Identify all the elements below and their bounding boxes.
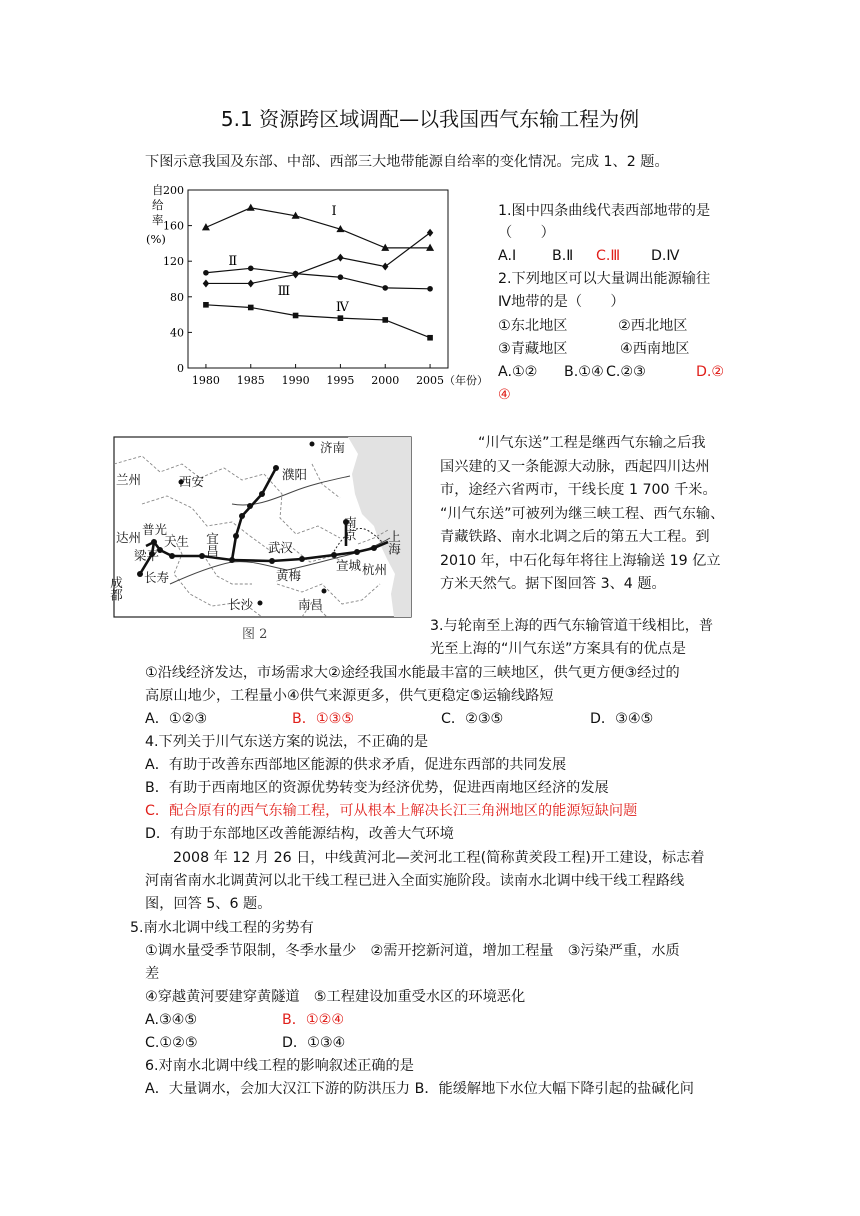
- q3-option-b-answer: B．①③⑤: [292, 711, 355, 727]
- q5-option-c: C.①②⑤: [145, 1035, 198, 1051]
- series-line-4: [206, 305, 430, 338]
- city-huangmei: 黄梅: [276, 568, 302, 583]
- q5-option-d: D．①③④: [282, 1035, 346, 1051]
- passage2-line: 方米天然气。据下图回答 3、4 题。: [440, 576, 666, 592]
- q6-stem: 6.对南水北调中线工程的影响叙述正确的是: [145, 1058, 414, 1074]
- point-marker: [203, 279, 209, 287]
- point-marker: [337, 254, 343, 262]
- q3-option-c: C．②③⑤: [441, 711, 504, 727]
- q2-choices-row2: [498, 338, 689, 362]
- q5-option-a: A.③④⑤: [145, 1012, 198, 1028]
- point-marker: [427, 335, 433, 341]
- q5-options-row1: [145, 1009, 344, 1033]
- passage2-line: 青藏铁路、南水北调之后的第五大工程。到: [440, 529, 710, 545]
- city-lanzhou: 兰州: [116, 472, 142, 487]
- point-marker: [382, 263, 388, 271]
- q6-options-line-1: A．大量调水，会加大汉江下游的防洪压力 B．能缓解地下水位大幅下降引起的盐碱化问: [145, 1081, 694, 1097]
- passage2-line: 2010 年，中石化每年将往上海输送 19 亿立: [440, 552, 721, 569]
- q2-option-d-answer: D.②: [696, 364, 725, 380]
- q5-statements-3: ④穿越黄河要建穿黄隧道 ⑤工程建设加重受水区的环境恶化: [145, 989, 526, 1005]
- series-label-1: Ⅰ: [331, 203, 337, 219]
- x-tick-label: 2005（年份）: [416, 374, 489, 387]
- city-xian: 西安: [179, 474, 205, 489]
- point-marker: [382, 317, 388, 323]
- energy-self-sufficiency-chart: [140, 178, 489, 396]
- q5-statements-2: 差: [145, 966, 160, 982]
- q1-paren: （ ）: [498, 225, 555, 241]
- city-nanjing: 南京: [342, 516, 358, 541]
- q3-statements-2: 高原山地少，工程量小④供气来源更多，供气更稳定⑤运输线路短: [145, 688, 554, 704]
- series-label-3: Ⅲ: [277, 284, 291, 300]
- q5-option-b-answer: B．①②④: [282, 1012, 345, 1028]
- y-tick-label: 200: [163, 184, 184, 197]
- x-tick-label: 1995: [326, 374, 355, 387]
- q2-choice-3: ③青藏地区: [498, 341, 568, 357]
- pipeline-route-map: [108, 434, 428, 644]
- q2-choice-1: ①东北地区: [498, 318, 568, 334]
- series-label-2: Ⅱ: [228, 253, 238, 269]
- point-marker: [248, 279, 254, 287]
- point-marker: [248, 266, 254, 272]
- point-marker: [247, 204, 255, 211]
- city-changsha: 长沙: [228, 597, 254, 612]
- point-marker: [427, 229, 433, 237]
- q4-option-a: A．有助于改善东西部地区能源的供求矛盾，促进东西部的共同发展: [145, 757, 567, 773]
- city-puyang: 濮阳: [282, 467, 308, 482]
- passage2-line: 国兴建的又一条能源大动脉，西起四川达州: [440, 458, 710, 475]
- point-marker: [338, 315, 344, 321]
- q1-option-b: B.Ⅱ: [552, 248, 574, 264]
- point-marker: [203, 302, 209, 308]
- q2-stem: 2.下列地区可以大量调出能源输往: [498, 271, 711, 287]
- q3-option-d: D．③④⑤: [590, 711, 654, 727]
- q2-choice-4: ④西南地区: [620, 341, 690, 357]
- q1-option-c-answer: C.Ⅲ: [596, 248, 621, 264]
- q1-option-d: D.Ⅳ: [651, 248, 680, 264]
- q3-stem: 3.与轮南至上海的西气东输管道干线相比，普: [430, 618, 714, 634]
- passage3-line-1: 2008 年 12 月 26 日，中线黄河北—羑河北工程(简称黄羑段工程)开工建设，标志着: [173, 850, 705, 866]
- map-caption: 图 2: [242, 627, 268, 642]
- y-axis-label: 自给率(%): [146, 183, 166, 246]
- point-marker: [292, 271, 298, 279]
- y-tick-label: 80: [170, 290, 184, 304]
- point-marker: [338, 274, 344, 280]
- q5-options-row2: [145, 1032, 345, 1056]
- city-dazhou: 达州: [116, 530, 142, 545]
- x-tick-label: 2000: [371, 374, 400, 387]
- q4-option-b: B．有助于西南地区的资源优势转变为经济优势，促进西南地区经济的发展: [145, 780, 609, 796]
- chart-plot-frame: [188, 190, 448, 368]
- point-marker: [293, 313, 299, 319]
- passage3-line-3: 图，回答 5、6 题。: [145, 896, 272, 912]
- q3-option-a: A．①②③: [145, 711, 208, 727]
- q2-options: [498, 361, 724, 385]
- city-jinan: 济南: [320, 440, 346, 455]
- city-tiansheng: 天生: [164, 534, 190, 549]
- q2-option-d-cont: ④: [498, 387, 511, 403]
- q2-stem-2: Ⅳ地带的是（ ）: [498, 294, 625, 310]
- city-wuhan: 武汉: [268, 540, 294, 555]
- q2-option-c: C.②③: [606, 364, 646, 380]
- q4-stem: 4.下列关于川气东送方案的说法，不正确的是: [145, 734, 429, 750]
- q1-options: [498, 245, 680, 269]
- q1-option-a: A.Ⅰ: [498, 248, 517, 264]
- q2-choice-2: ②西北地区: [618, 318, 688, 334]
- y-tick-label: 0: [177, 362, 184, 375]
- point-marker: [248, 305, 254, 311]
- q3-stem-2: 光至上海的“川气东送”方案具有的优点是: [430, 641, 686, 657]
- q5-statements-1: ①调水量受季节限制，冬季水量少 ②需开挖新河道，增加工程量 ③污染严重，水质: [145, 943, 680, 959]
- y-tick-label: 120: [163, 255, 184, 269]
- q4-option-d: D．有助于东部地区改善能源结构，改善大气环境: [145, 826, 454, 842]
- q3-statements-1: ①沿线经济发达，市场需求大②途经我国水能最丰富的三峡地区，供气更方便③经过的: [145, 665, 680, 681]
- chart-series: [202, 204, 434, 341]
- x-tick-label: 1980: [191, 374, 220, 387]
- point-marker: [427, 286, 433, 292]
- city-shanghai: 上海: [386, 530, 402, 555]
- city-hangzhou: 杭州: [362, 562, 388, 577]
- q2-option-a: A.①②: [498, 364, 538, 380]
- city-liangping: 梁平: [134, 548, 160, 563]
- city-chengdu: 成都: [108, 576, 124, 601]
- city-yichang: 宜昌: [204, 532, 220, 557]
- city-xuancheng: 宣城: [336, 558, 362, 573]
- series-label-4: Ⅳ: [335, 300, 349, 316]
- passage2-line: “川气东送”工程是继西气东输之后我: [478, 435, 706, 451]
- series-line-1: [206, 208, 430, 248]
- point-marker: [203, 270, 209, 276]
- city-puguang: 普光: [142, 522, 168, 537]
- q2-choices-row1: [498, 315, 687, 339]
- q1-stem: 1.图中四条曲线代表西部地带的是: [498, 203, 711, 219]
- y-tick-label: 160: [163, 219, 184, 233]
- point-marker: [382, 285, 388, 291]
- intro-text: 下图示意我国及东部、中部、西部三大地带能源自给率的变化情况。完成 1、2 题。: [145, 154, 669, 170]
- x-tick-label: 1990: [281, 374, 310, 387]
- page-title: 5.1 资源跨区域调配—以我国西气东输工程为例: [220, 107, 640, 131]
- q4-option-c-answer: C．配合原有的西气东输工程，可从根本上解决长江三角洲地区的能源短缺问题: [145, 803, 638, 819]
- city-changshou: 长寿: [144, 570, 170, 585]
- series-line-2: [206, 268, 430, 288]
- passage2-block: [440, 432, 724, 597]
- passage2-line: “川气东送”可被列为继三峡工程、西气东输、: [440, 505, 725, 522]
- chart-axes: [146, 183, 488, 387]
- q3-options: [145, 708, 653, 732]
- y-tick-label: 40: [170, 326, 184, 340]
- q5-stem: 5.南水北调中线工程的劣势有: [130, 920, 314, 936]
- passage2-line: 市，途经六省两市，干线长度 1 700 千米。: [440, 482, 717, 498]
- passage3-line-2: 河南省南水北调黄河以北干线工程已进入全面实施阶段。读南水北调中线干线工程路线: [145, 873, 685, 889]
- q2-option-b: B.①④: [564, 364, 604, 380]
- x-tick-label: 1985: [236, 374, 265, 387]
- city-nanchang: 南昌: [298, 597, 324, 612]
